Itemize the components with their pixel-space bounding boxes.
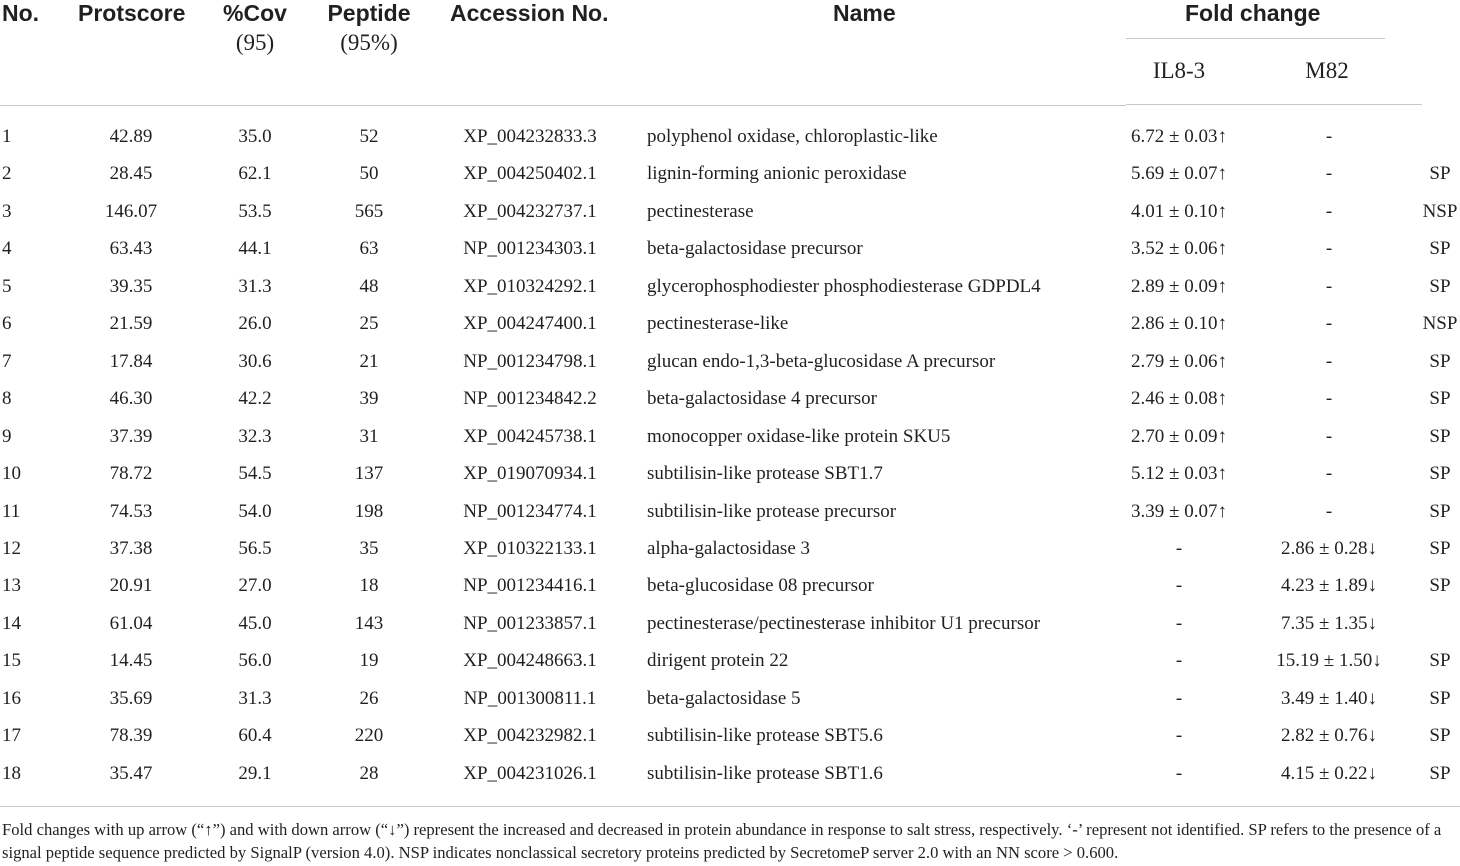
cell-cov: 54.5 [238, 463, 272, 485]
cell-protscore: 42.89 [109, 126, 153, 147]
cell-protscore: 78.72 [109, 463, 153, 485]
table-row [0, 724, 1460, 761]
cell-peptide: 35 [359, 537, 379, 559]
cell-fold-il83: 2.46 ± 0.08↑ [1131, 388, 1227, 410]
cell-peptide: 198 [354, 500, 384, 522]
cell-no: 6 [2, 313, 12, 335]
header-name: Name [833, 0, 896, 26]
cell-fold-m82: - [1325, 126, 1333, 147]
cell-sp: SP [1429, 463, 1451, 485]
cell-name: subtilisin-like protease SBT1.6 [647, 762, 883, 784]
cell-name: subtilisin-like protease SBT5.6 [647, 725, 883, 747]
cell-accession: NP_001234798.1 [463, 350, 597, 372]
cell-accession: XP_004232737.1 [463, 200, 597, 222]
cell-accession: XP_004247400.1 [463, 313, 597, 335]
cell-sp: SP [1429, 500, 1451, 522]
cell-no: 14 [2, 612, 21, 634]
table-footnote: Fold changes with up arrow (“↑”) and with down arrow (“↓”) represent the increased and decreased in protein abundance in response to salt stress, respectively. ‘-’ represent not identified. SP refers to the presence of a signal peptide sequence predicted by SignalP (version 4.0). NSP indicates nonclassical secretory proteins predicted by SecretomeP server 2.0 with an NN score > 0.600. [2, 820, 1442, 862]
table-row [0, 687, 1460, 724]
cell-cov: 26.0 [238, 313, 272, 335]
cell-peptide: 19 [359, 650, 379, 672]
cell-accession: NP_001233857.1 [463, 612, 597, 634]
cell-fold-il83: - [1175, 612, 1183, 634]
cell-accession: XP_004232833.3 [463, 126, 597, 147]
cell-cov: 30.6 [238, 350, 272, 372]
cell-cov: 32.3 [238, 425, 272, 447]
cell-sp: SP [1429, 575, 1451, 597]
cell-fold-il83: 3.39 ± 0.07↑ [1131, 500, 1227, 522]
cell-accession: XP_004232982.1 [463, 725, 597, 747]
cell-fold-il83: 6.72 ± 0.03↑ [1131, 126, 1227, 147]
cell-cov: 56.5 [238, 537, 272, 559]
cell-cov: 45.0 [238, 612, 272, 634]
cell-no: 9 [2, 425, 12, 447]
cell-sp: SP [1429, 725, 1451, 747]
cell-sp: SP [1429, 163, 1451, 185]
cell-fold-m82: - [1325, 350, 1333, 372]
cell-fold-il83: 2.79 ± 0.06↑ [1131, 350, 1227, 372]
cell-peptide: 220 [354, 725, 384, 747]
cell-name: lignin-forming anionic peroxidase [647, 163, 907, 185]
cell-fold-il83: 4.01 ± 0.10↑ [1131, 200, 1227, 222]
header-protscore: Protscore [78, 0, 186, 26]
cell-fold-m82: - [1325, 500, 1333, 522]
cell-fold-il83: - [1175, 575, 1183, 597]
cell-name: polyphenol oxidase, chloroplastic-like [647, 126, 938, 147]
cell-no: 16 [2, 687, 21, 709]
cell-name: subtilisin-like protease SBT1.7 [647, 463, 883, 485]
cell-no: 15 [2, 650, 21, 672]
cell-protscore: 21.59 [109, 313, 153, 335]
header-accession: Accession No. [450, 0, 609, 26]
cell-protscore: 35.69 [109, 687, 153, 709]
cell-peptide: 143 [354, 612, 384, 634]
cell-peptide: 18 [359, 575, 379, 597]
cell-accession: XP_010322133.1 [463, 537, 597, 559]
cell-cov: 54.0 [238, 500, 272, 522]
cell-protscore: 37.38 [109, 537, 153, 559]
cell-no: 17 [2, 725, 21, 747]
cell-protscore: 61.04 [109, 612, 153, 634]
cell-fold-m82: - [1325, 275, 1333, 297]
cell-protscore: 14.45 [109, 650, 153, 672]
cell-accession: XP_010324292.1 [463, 275, 597, 297]
table-row [0, 537, 1460, 574]
cell-no: 18 [2, 762, 21, 784]
cell-sp: SP [1429, 687, 1451, 709]
table-row [0, 162, 1460, 199]
cell-protscore: 20.91 [109, 575, 153, 597]
cell-protscore: 146.07 [104, 200, 158, 222]
cell-sp: SP [1429, 350, 1451, 372]
cell-peptide: 39 [359, 388, 379, 410]
header-peptide: Peptide (95%) [327, 0, 411, 55]
header-no: No. [2, 0, 40, 26]
table-row [0, 425, 1460, 462]
cell-fold-il83: 2.70 ± 0.09↑ [1131, 425, 1227, 447]
header-bottom-rule [0, 105, 1126, 106]
cell-protscore: 37.39 [109, 425, 153, 447]
cell-fold-m82: 15.19 ± 1.50↓ [1276, 650, 1382, 672]
header-fold-change: Fold change [1185, 0, 1321, 26]
cell-accession: NP_001234774.1 [463, 500, 597, 522]
cell-no: 3 [2, 200, 12, 222]
cell-fold-il83: 5.12 ± 0.03↑ [1131, 463, 1227, 485]
cell-fold-m82: 2.86 ± 0.28↓ [1281, 537, 1377, 559]
cell-fold-m82: - [1325, 313, 1333, 335]
cell-cov: 44.1 [238, 238, 272, 260]
cell-cov: 62.1 [238, 163, 272, 185]
cell-fold-il83: - [1175, 687, 1183, 709]
cell-name: pectinesterase-like [647, 313, 789, 335]
cell-fold-il83: 5.69 ± 0.07↑ [1131, 163, 1227, 185]
cell-cov: 31.3 [238, 275, 272, 297]
cell-fold-il83: - [1175, 762, 1183, 784]
cell-protscore: 17.84 [109, 350, 153, 372]
cell-fold-m82: - [1325, 425, 1333, 447]
cell-name: beta-galactosidase 4 precursor [647, 388, 878, 410]
table-row [0, 275, 1460, 312]
cell-sp: SP [1429, 238, 1451, 260]
header-m82: M82 [1305, 58, 1349, 83]
table-row [0, 462, 1460, 499]
cell-cov: 42.2 [238, 388, 272, 410]
cell-no: 12 [2, 537, 21, 559]
cell-name: beta-glucosidase 08 precursor [647, 575, 874, 597]
cell-fold-m82: - [1325, 388, 1333, 410]
cell-accession: NP_001234303.1 [463, 238, 597, 260]
cell-fold-il83: 3.52 ± 0.06↑ [1131, 238, 1227, 260]
cell-fold-m82: 2.82 ± 0.76↓ [1281, 725, 1377, 747]
cell-cov: 35.0 [238, 126, 272, 147]
cell-peptide: 52 [359, 126, 379, 147]
table-row [0, 387, 1460, 424]
cell-fold-m82: 7.35 ± 1.35↓ [1281, 612, 1377, 634]
cell-peptide: 48 [359, 275, 379, 297]
cell-cov: 53.5 [238, 200, 272, 222]
cell-fold-il83: - [1175, 650, 1183, 672]
cell-accession: NP_001234842.2 [463, 388, 597, 410]
cell-sp: SP [1429, 425, 1451, 447]
table-row [0, 312, 1460, 349]
header-cov: %Cov (95) [223, 0, 287, 55]
cell-peptide: 565 [354, 200, 384, 222]
cell-name: subtilisin-like protease precursor [647, 500, 897, 522]
cell-fold-m82: - [1325, 238, 1333, 260]
cell-name: dirigent protein 22 [647, 650, 789, 672]
cell-peptide: 25 [359, 313, 379, 335]
table-row [0, 125, 1460, 162]
cell-sp: SP [1429, 388, 1451, 410]
cell-name: pectinesterase [647, 200, 754, 222]
cell-no: 13 [2, 575, 21, 597]
cell-accession: NP_001300811.1 [463, 687, 597, 709]
cell-peptide: 137 [354, 463, 384, 485]
cell-fold-il83: - [1175, 537, 1183, 559]
cell-no: 7 [2, 350, 12, 372]
cell-no: 8 [2, 388, 12, 410]
cell-name: glucan endo-1,3-beta-glucosidase A precursor [647, 350, 996, 372]
cell-sp: SP [1429, 762, 1451, 784]
cell-fold-m82: 4.15 ± 0.22↓ [1281, 762, 1377, 784]
cell-no: 4 [2, 238, 12, 260]
cell-fold-il83: 2.86 ± 0.10↑ [1131, 313, 1227, 335]
cell-name: beta-galactosidase precursor [647, 238, 863, 260]
table-row [0, 350, 1460, 387]
cell-cov: 56.0 [238, 650, 272, 672]
cell-accession: XP_019070934.1 [463, 463, 597, 485]
cell-name: monocopper oxidase-like protein SKU5 [647, 425, 951, 447]
cell-peptide: 26 [359, 687, 379, 709]
cell-protscore: 78.39 [109, 725, 153, 747]
cell-fold-m82: - [1325, 463, 1333, 485]
table-row [0, 200, 1460, 237]
cell-fold-il83: 2.89 ± 0.09↑ [1131, 275, 1227, 297]
cell-peptide: 28 [359, 762, 379, 784]
table-row [0, 649, 1460, 686]
cell-no: 11 [2, 500, 21, 522]
fold-change-divider [1126, 38, 1385, 39]
cell-name: alpha-galactosidase 3 [647, 537, 811, 559]
cell-protscore: 63.43 [109, 238, 153, 260]
table-row [0, 237, 1460, 274]
cell-protscore: 46.30 [109, 388, 153, 410]
cell-accession: XP_004245738.1 [463, 425, 597, 447]
cell-sp: NSP [1422, 200, 1458, 222]
cell-fold-m82: 4.23 ± 1.89↓ [1281, 575, 1377, 597]
table-row [0, 500, 1460, 537]
cell-fold-m82: 3.49 ± 1.40↓ [1281, 687, 1377, 709]
table-row [0, 762, 1460, 799]
cell-protscore: 39.35 [109, 275, 153, 297]
cell-fold-m82: - [1325, 163, 1333, 185]
fold-change-bottom-rule [1126, 104, 1422, 105]
table-row [0, 612, 1460, 649]
cell-peptide: 21 [359, 350, 379, 372]
cell-no: 10 [2, 463, 21, 485]
cell-cov: 29.1 [238, 762, 272, 784]
cell-protscore: 35.47 [109, 762, 153, 784]
cell-accession: XP_004250402.1 [463, 163, 597, 185]
cell-cov: 27.0 [238, 575, 272, 597]
cell-protscore: 28.45 [109, 163, 153, 185]
cell-fold-m82: - [1325, 200, 1333, 222]
cell-peptide: 50 [359, 163, 379, 185]
cell-accession: NP_001234416.1 [463, 575, 597, 597]
cell-cov: 31.3 [238, 687, 272, 709]
cell-sp: SP [1429, 650, 1451, 672]
cell-protscore: 74.53 [109, 500, 153, 522]
cell-accession: XP_004231026.1 [463, 762, 597, 784]
cell-accession: XP_004248663.1 [463, 650, 597, 672]
cell-no: 1 [2, 126, 12, 147]
cell-no: 2 [2, 163, 12, 185]
cell-sp: SP [1429, 537, 1451, 559]
cell-name: glycerophosphodiester phosphodiesterase GDPDL4 [647, 275, 1041, 297]
cell-sp: SP [1429, 275, 1451, 297]
table-row [0, 574, 1460, 611]
header-il83: IL8-3 [1152, 58, 1206, 83]
cell-fold-il83: - [1175, 725, 1183, 747]
cell-name: beta-galactosidase 5 [647, 687, 801, 709]
cell-peptide: 63 [359, 238, 379, 260]
cell-cov: 60.4 [238, 725, 272, 747]
cell-peptide: 31 [359, 425, 379, 447]
table-bottom-rule [0, 806, 1460, 807]
cell-sp: NSP [1422, 313, 1458, 335]
cell-no: 5 [2, 275, 12, 297]
cell-name: pectinesterase/pectinesterase inhibitor U1 precursor [647, 612, 1041, 634]
